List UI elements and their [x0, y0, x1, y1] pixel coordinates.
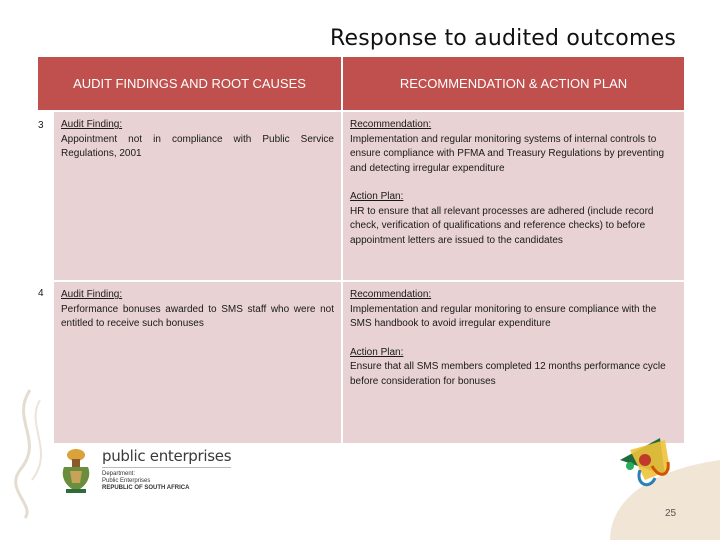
department-logo: [58, 447, 231, 495]
header-recommendation: RECOMMENDATION & ACTION PLAN: [343, 57, 684, 110]
logo-line-department: Department:: [102, 471, 136, 477]
finding-label: Audit Finding:: [61, 289, 123, 300]
action-plan-text: Ensure that all SMS members completed 12 months performance cycle before consideration for bonuses: [350, 361, 666, 387]
finding-text: Appointment not in compliance with Public Service Regulations, 2001: [61, 133, 334, 159]
slide-title: Response to audited outcomes: [330, 26, 676, 51]
recommendation-cell: [343, 112, 684, 280]
row-number: 3: [38, 120, 44, 131]
recommendation-text: Implementation and regular monitoring to ensure compliance with the SMS handbook to avoid irregular expenditure: [350, 303, 657, 329]
finding-cell: [54, 112, 341, 280]
findings-table: [38, 57, 684, 443]
decorative-graphic: [590, 430, 720, 540]
action-plan-label: Action Plan:: [350, 191, 404, 202]
recommendation-label: Recommendation:: [350, 289, 432, 300]
header-audit-findings: AUDIT FINDINGS AND ROOT CAUSES: [38, 57, 341, 110]
action-plan-text: HR to ensure that all relevant processes are adhered (include record check, verification of qualifications and reference checks) to before appointment letters are issued to the candidates: [350, 205, 654, 246]
coat-of-arms-icon: [58, 447, 94, 495]
recommendation-cell: [343, 282, 684, 443]
finding-cell: [54, 282, 341, 443]
logo-name: public enterprises: [102, 447, 231, 468]
row-number: 4: [38, 288, 44, 299]
recommendation-label: Recommendation:: [350, 119, 432, 130]
finding-text: Performance bonuses awarded to SMS staff who were not entitled to receive such bonuses: [61, 303, 334, 329]
recommendation-text: Implementation and regular monitoring systems of internal controls to ensure compliance with PFMA and Treasury Regulations by preventing and detecting irregular expenditure: [350, 133, 665, 174]
logo-line-republic: REPUBLIC OF SOUTH AFRICA: [102, 485, 190, 491]
page-number: 25: [665, 508, 677, 519]
logo-line-public-enterprises: Public Enterprises: [102, 478, 151, 484]
action-plan-label: Action Plan:: [350, 346, 404, 358]
finding-label: Audit Finding:: [61, 119, 123, 130]
